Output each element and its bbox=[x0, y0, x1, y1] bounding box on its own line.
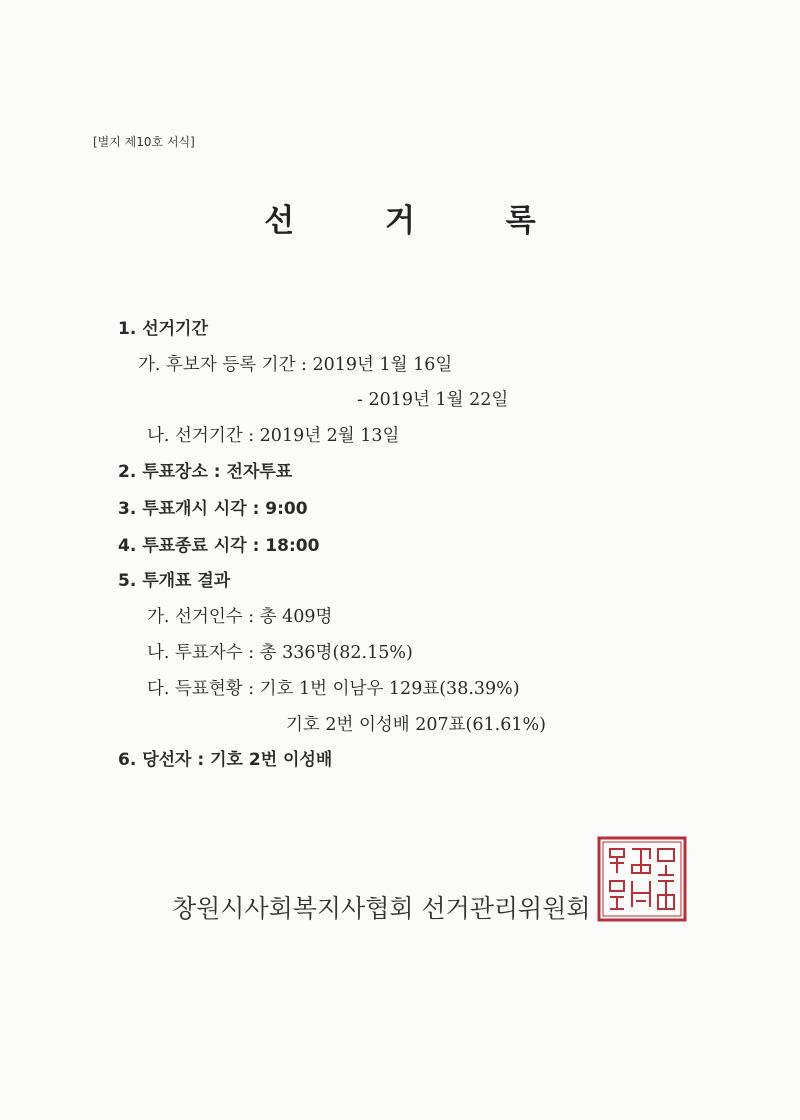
section-1-ga: 가. 후보자 등록 기간 : 2019년 1월 16일 bbox=[138, 355, 453, 375]
section-3: 3. 투표개시 시각 : 9:00 bbox=[118, 499, 308, 519]
section-1-na: 나. 선거기간 : 2019년 2월 13일 bbox=[147, 426, 400, 446]
section-5-ga: 가. 선거인수 : 총 409명 bbox=[147, 607, 333, 627]
section-1-heading: 1. 선거기간 bbox=[118, 319, 208, 339]
document-title: 선 거 록 bbox=[264, 203, 576, 239]
form-number: [별지 제10호 서식] bbox=[93, 135, 195, 149]
section-4: 4. 투표종료 시각 : 18:00 bbox=[118, 536, 320, 556]
section-5-heading: 5. 투개표 결과 bbox=[118, 571, 231, 591]
section-2: 2. 투표장소 : 전자투표 bbox=[118, 462, 293, 482]
official-seal-icon bbox=[596, 835, 688, 923]
section-5-na: 나. 투표자수 : 총 336명(82.15%) bbox=[147, 643, 413, 663]
section-1-ga-cont: - 2019년 1월 22일 bbox=[357, 390, 509, 410]
section-6: 6. 당선자 : 기호 2번 이성배 bbox=[118, 750, 333, 770]
section-5-da: 다. 득표현황 : 기호 1번 이남우 129표(38.39%) bbox=[147, 679, 520, 699]
committee-name: 창원시사회복지사협회 선거관리위원회 bbox=[172, 894, 591, 923]
section-5-da-cont: 기호 2번 이성배 207표(61.61%) bbox=[286, 715, 546, 735]
